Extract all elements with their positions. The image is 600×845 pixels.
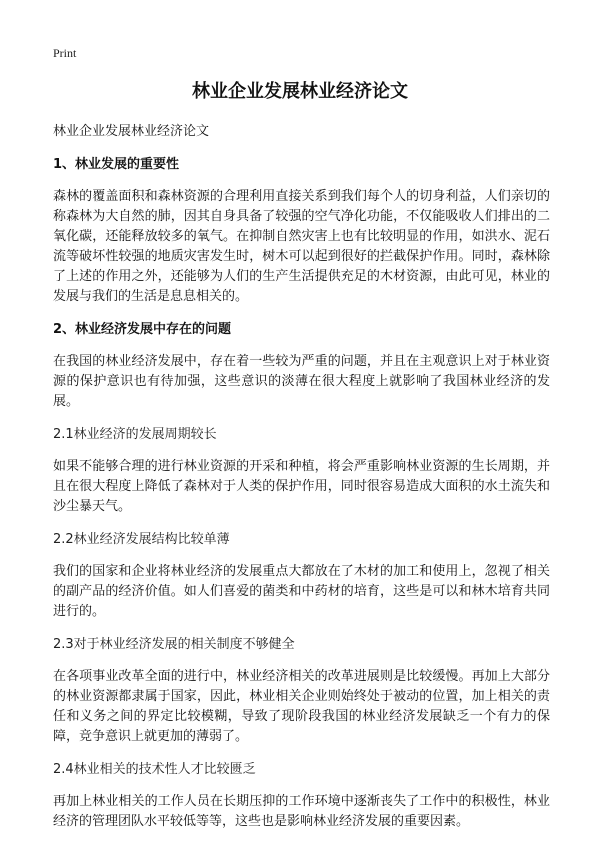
paragraph-2-3: 在各项事业改革全面的进行中，林业经济相关的改革进展则是比较缓慢。再加上大部分的林业资源都隶属于国家，因此，林业相关企业则始终处于被动的位置，加上相关的责任和义务之间的界定比较模糊，导致了现阶段我国的林业经济发展缺乏一个有力的保障，竞争意识上就更加的薄弱了。 [53,669,550,744]
section-heading-2: 2、林业经济发展中存在的问题 [53,322,232,337]
page-title: 林业企业发展林业经济论文 [192,81,408,102]
section-heading-1: 1、林业发展的重要性 [53,157,180,172]
paragraph-2-2: 我们的国家和企业将林业经济的发展重点大都放在了木材的加工和使用上，忽视了相关的副产品的经济价值。如人们喜爱的菌类和中药材的培育，这些是可以和林木培育共同进行的。 [53,564,550,619]
paragraph-problems-intro: 在我国的林业经济发展中，存在着一些较为严重的问题，并且在主观意识上对于林业资源的保护意识也有待加强，这些意识的淡薄在很大程度上就影响了我国林业经济的发展。 [53,354,550,409]
document-subtitle: 林业企业发展林业经济论文 [53,124,210,139]
subsection-heading-2-3: 2.3对于林业经济发展的相关制度不够健全 [53,637,295,652]
paragraph-forestry-importance: 森林的覆盖面积和森林资源的合理利用直接关系到我们每个人的切身利益，人们亲切的称森林为大自然的肺，因其自身具备了较强的空气净化功能，不仅能吸收人们排出的二氧化碳，还能释放较多的氧气。在抑制自然灾害上也有比较明显的作用，如洪水、泥石流等破坏性较强的地质灾害发生时，树木可以起到很好的拦截保护作用。同时，森林除了上述的作用之外，还能够为人们的生产生活提供充足的木材资源，由此可见，林业的发展与我们的生活是息息相关的。 [53,189,550,304]
subsection-heading-2-1: 2.1林业经济的发展周期较长 [53,427,217,442]
print-link[interactable]: Print [53,46,77,60]
paragraph-2-1: 如果不能够合理的进行林业资源的开采和种植，将会严重影响林业资源的生长周期，并且在很大程度上降低了森林对于人类的保护作用，同时很容易造成大面积的水土流失和沙尘暴天气。 [53,459,550,514]
paragraph-2-4: 再加上林业相关的工作人员在长期压抑的工作环境中逐渐丧失了工作中的积极性，林业经济的管理团队水平较低等等，这些也是影响林业经济发展的重要因素。 [53,794,550,829]
document-body [53,122,550,845]
subsection-heading-2-2: 2.2林业经济发展结构比较单薄 [53,532,230,547]
subsection-heading-2-4: 2.4林业相关的技术性人才比较匮乏 [53,762,256,777]
